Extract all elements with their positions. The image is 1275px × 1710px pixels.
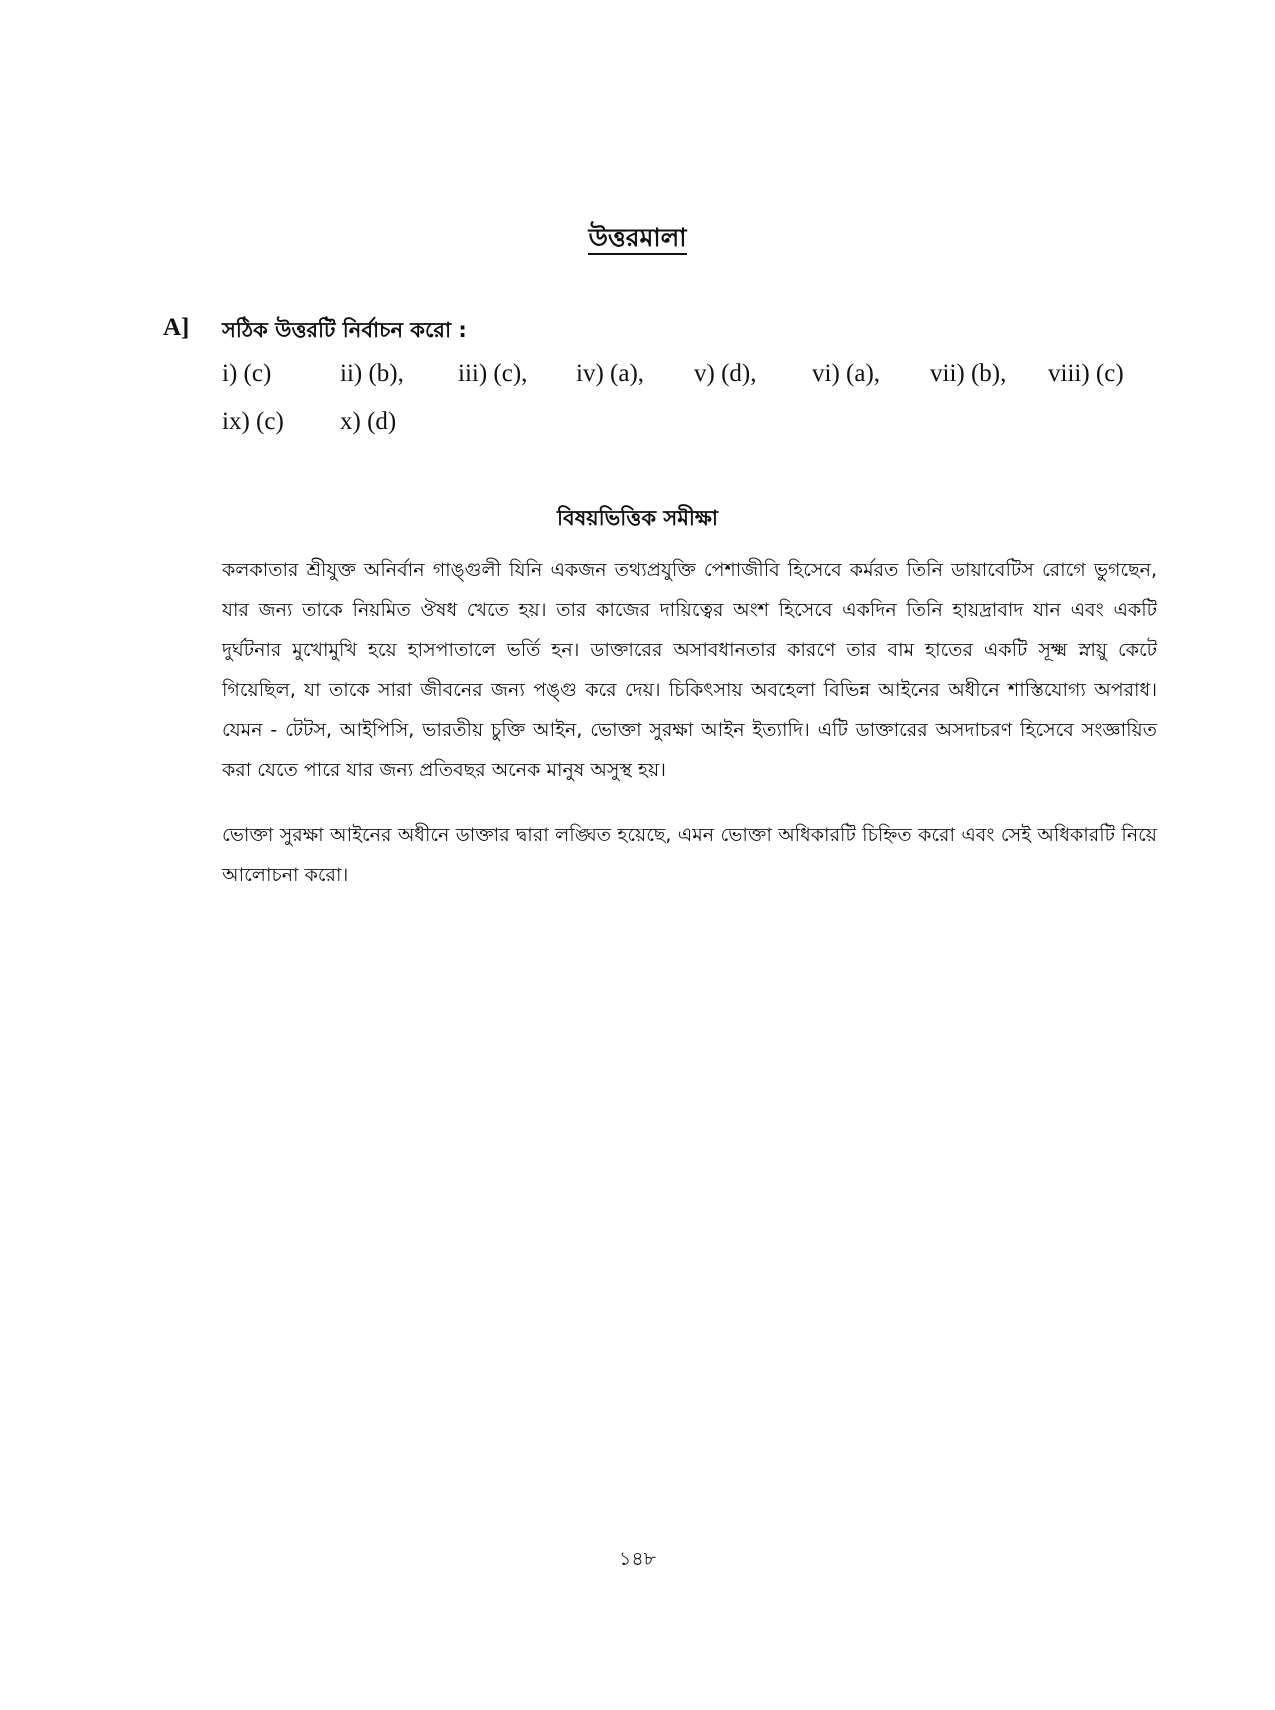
answer-item: ix) (c) (222, 408, 284, 435)
section-a-title: সঠিক উত্তরটি নির্বাচন করো : (222, 318, 467, 342)
answer-item: vi) (a), (812, 360, 881, 387)
page-number: ১৪৮ (619, 1548, 656, 1570)
case-study-title: বিষয়ভিত্তিক সমীক্ষা (557, 506, 718, 530)
case-study-question: ভোক্তা সুরক্ষা আইনের অধীনে ডাক্তার দ্বারা লঙ্ঘিত হয়েছে, এমন ভোক্তা অধিকারটি চিহ্নিত করো এবং সেই অধিকারটি নিয়ে আলোচনা করো। (222, 824, 1157, 886)
answer-row-2 (222, 408, 1152, 456)
answer-row-1 (222, 360, 1152, 408)
page-title-text: উত্তরমালা (588, 223, 686, 255)
answer-item: v) (d), (694, 360, 757, 387)
answer-item: i) (c) (222, 360, 272, 387)
section-a-marker: A] (163, 314, 190, 341)
case-study-paragraph: কলকাতার শ্রীযুক্ত অনির্বান গাঙ্গুলী যিনি একজন তথ্যপ্রযুক্তি পেশাজীবি হিসেবে কর্মরত তিনি ডায়াবেটিস রোগে ভুগছেন, যার জন্য তাকে নিয়মিত ঔষধ খেতে হয়। তার কাজের দায়িত্বের অংশ হিসেবে একদিন তিনি হায়দ্রাবাদ যান এবং একটি দুর্ঘটনার মুখোমুখি হয়ে হাসপাতালে ভর্তি হন। ডাক্তারের অসাবধানতার কারণে তার বাম হাতের একটি সূক্ষ্ম স্নায়ু কেটে গিয়েছিল, যা তাকে সারা জীবনের জন্য পঙ্গু করে দেয়। চিকিৎসায় অবহেলা বিভিন্ন আইনের অধীনে শাস্তিযোগ্য অপরাধ। যেমন - টেটস, আইপিসি, ভারতীয় চুক্তি আইন, ভোক্তা সুরক্ষা আইন ইত্যাদি। এটি ডাক্তারের অসদাচরণ হিসেবে সংজ্ঞায়িত করা যেতে পারে যার জন্য প্রতিবছর অনেক মানুষ অসুস্থ হয়। (222, 559, 1157, 781)
answer-list (222, 360, 1152, 456)
answer-item: iii) (c), (458, 360, 528, 387)
answer-item: viii) (c) (1048, 360, 1124, 387)
answer-item: vii) (b), (930, 360, 1007, 387)
answer-item: x) (d) (340, 408, 397, 435)
answer-item: iv) (a), (576, 360, 645, 387)
answer-item: ii) (b), (340, 360, 404, 387)
page-title (0, 218, 1275, 261)
